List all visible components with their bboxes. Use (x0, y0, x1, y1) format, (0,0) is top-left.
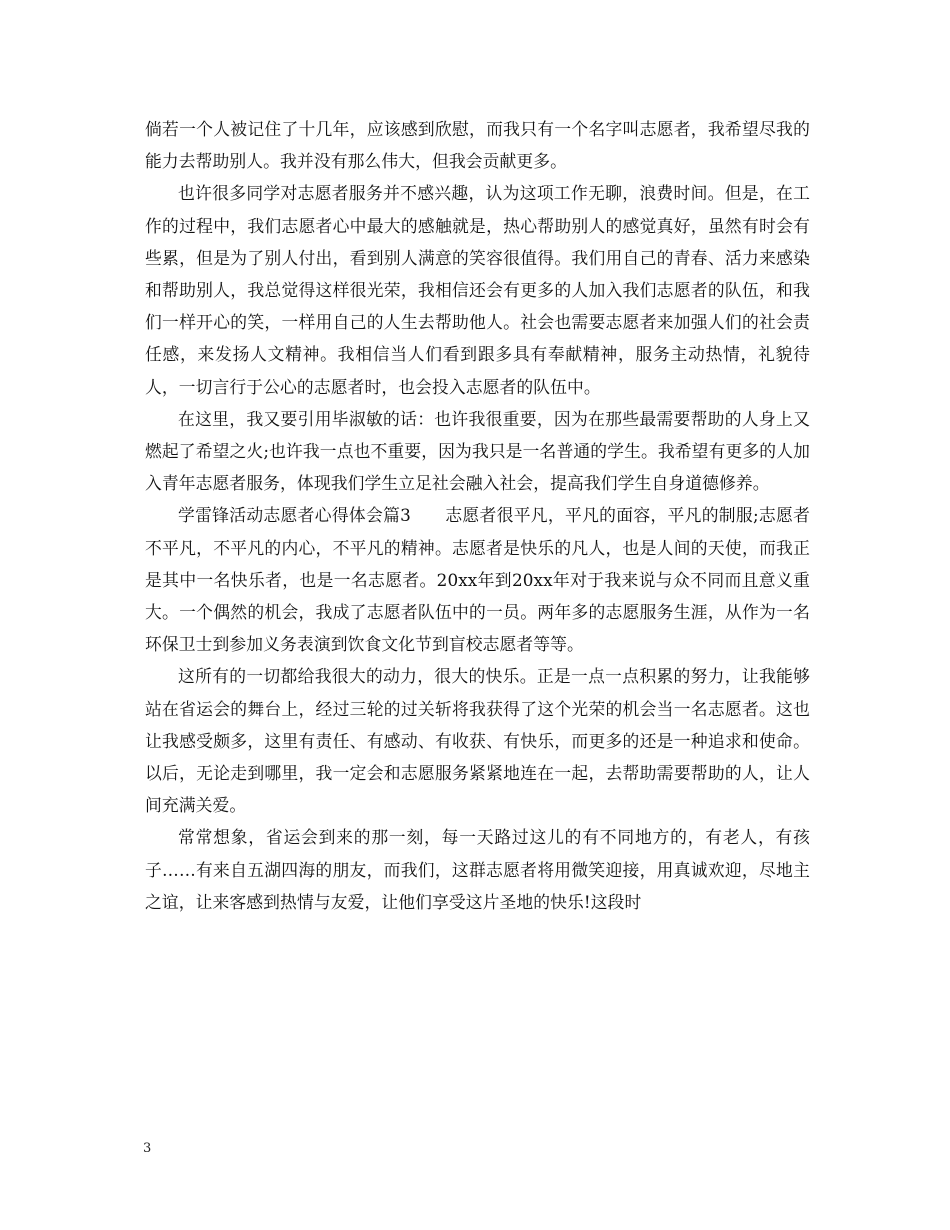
paragraph-5: 这所有的一切都给我很大的动力，很大的快乐。正是一点一点积累的努力，让我能够站在省运会的舞台上，经过三轮的过关斩将我获得了这个光荣的机会当一名志愿者。这也让我感受颇多，这里有责任、有感动、有收获、有快乐，而更多的还是一种追求和使命。以后，无论走到哪里，我一定会和志愿服务紧紧地连在一起，去帮助需要帮助的人，让人间充满关爱。 (145, 666, 810, 816)
body-text (145, 113, 810, 918)
paragraph-1: 倘若一个人被记住了十几年，应该感到欣慰，而我只有一个名字叫志愿者，我希望尽我的能力去帮助别人。我并没有那么伟大，但我会贡献更多。 (145, 119, 810, 172)
page-number: 3 (143, 1141, 152, 1156)
paragraph-6: 常常想象，省运会到来的那一刻，每一天路过这儿的有不同地方的，有老人，有孩子……有来自五湖四海的朋友，而我们，这群志愿者将用微笑迎接，用真诚欢迎，尽地主之谊，让来客感到热情与友爱，让他们享受这片圣地的快乐!这段时 (145, 827, 810, 912)
paragraph-3: 在这里，我又要引用毕淑敏的话：也许我很重要，因为在那些最需要帮助的人身上又燃起了希望之火;也许我一点也不重要，因为我只是一名普通的学生。我希望有更多的人加入青年志愿者服务，体现我们学生立足社会融入社会，提高我们学生自身道德修养。 (145, 408, 810, 494)
paragraph-4: 学雷锋活动志愿者心得体会篇3 志愿者很平凡，平凡的面容，平凡的制服;志愿者不平凡，不平凡的内心，不平凡的精神。志愿者是快乐的凡人，也是人间的天使，而我正是其中一名快乐者，也是一名志愿者。20xx年到20xx年对于我来说与众不同而且意义重大。一个偶然的机会，我成了志愿者队伍中的一员。两年多的志愿服务生涯，从作为一名环保卫士到参加义务表演到饮食文化节到盲校志愿者等等。 (145, 505, 810, 655)
paragraph-2: 也许很多同学对志愿者服务并不感兴趣，认为这项工作无聊，浪费时间。但是，在工作的过程中，我们志愿者心中最大的感触就是，热心帮助别人的感觉真好，虽然有时会有些累，但是为了别人付出，看到别人满意的笑容很值得。我们用自己的青春、活力来感染和帮助别人，我总觉得这样很光荣，我相信还会有更多的人加入我们志愿者的队伍，和我们一样开心的笑，一样用自己的人生去帮助他人。社会也需要志愿者来加强人们的社会责任感，来发扬人文精神。我相信当人们看到跟多具有奉献精神，服务主动热情，礼貌待人，一切言行于公心的志愿者时，也会投入志愿者的队伍中。 (145, 183, 810, 397)
